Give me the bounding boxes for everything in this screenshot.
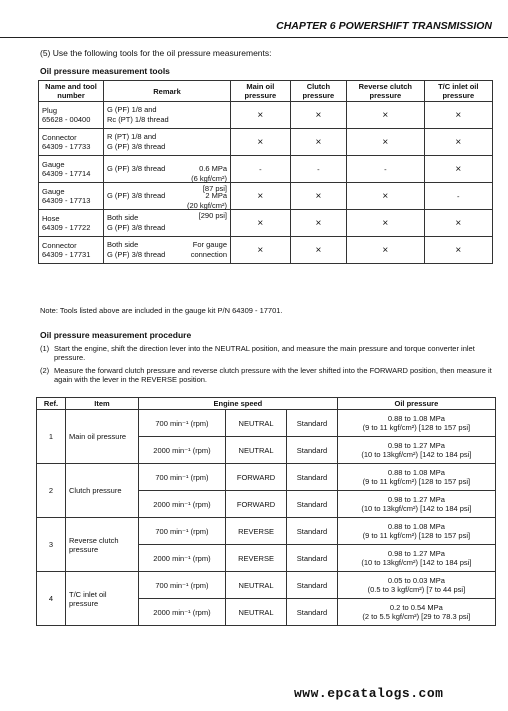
remark-right-line: [290 psi] <box>198 211 227 220</box>
oil-pressure-cell <box>337 545 495 572</box>
tool-mark: × <box>424 102 492 129</box>
item-cell: Clutch pressure <box>66 464 139 518</box>
tool-mark: × <box>290 237 346 264</box>
watermark: www.epcatalogs.com <box>294 686 444 701</box>
engine-speed-cell: 2000 min⁻¹ (rpm) <box>139 491 226 518</box>
remark-line: G (PF) 3/8 thread <box>107 250 166 259</box>
tool-name: Connector <box>42 241 77 250</box>
procedure-step <box>40 344 495 362</box>
tool-name-cell <box>39 102 104 129</box>
tool-name-cell <box>39 156 104 183</box>
col-oil-pressure: Oil pressure <box>337 398 495 410</box>
tool-mark: × <box>347 102 424 129</box>
pressure-mpa: 0.98 to 1.27 MPa <box>387 441 445 450</box>
condition-cell: Standard <box>287 545 338 572</box>
remark-right <box>191 164 227 194</box>
tool-number: 64309 - 17731 <box>42 250 91 259</box>
remark <box>107 105 227 125</box>
tool-remark-cell <box>104 102 231 129</box>
procedure-step <box>40 366 495 384</box>
engine-speed-cell: 700 min⁻¹ (rpm) <box>139 572 226 599</box>
lever-position-cell: REVERSE <box>225 545 286 572</box>
remark-right-line: (6 kgf/cm²) <box>191 174 227 183</box>
ref-cell: 3 <box>37 518 66 572</box>
engine-speed-cell: 700 min⁻¹ (rpm) <box>139 410 226 437</box>
pressure-alt: (2 to 5.5 kgf/cm²) [29 to 78.3 psi] <box>362 612 471 621</box>
engine-speed-cell: 700 min⁻¹ (rpm) <box>139 464 226 491</box>
remark <box>107 213 227 233</box>
remark <box>107 164 227 193</box>
col-tc: T/C inlet oil pressure <box>424 81 492 102</box>
lever-position-cell: NEUTRAL <box>225 410 286 437</box>
pressure-alt: (9 to 11 kgf/cm²) [128 to 157 psi] <box>362 477 471 486</box>
col-engine-speed: Engine speed <box>139 398 338 410</box>
condition-cell: Standard <box>287 437 338 464</box>
tool-mark: × <box>424 237 492 264</box>
remark-right-line: (20 kgf/cm²) <box>186 201 227 210</box>
tool-mark: × <box>347 183 424 210</box>
condition-cell: Standard <box>287 599 338 626</box>
tool-mark: × <box>290 129 346 156</box>
tool-name: Connector <box>42 133 77 142</box>
remark-line: G (PF) 1/8 and <box>107 105 157 114</box>
oil-pressure-cell <box>337 464 495 491</box>
condition-cell: Standard <box>287 491 338 518</box>
ref-cell: 2 <box>37 464 66 518</box>
pressure-mpa: 0.88 to 1.08 MPa <box>387 468 445 477</box>
tool-mark: × <box>231 183 291 210</box>
remark <box>107 240 227 260</box>
engine-speed-cell: 2000 min⁻¹ (rpm) <box>139 437 226 464</box>
ref-cell: 4 <box>37 572 66 626</box>
tool-mark: - <box>424 183 492 210</box>
pressure-row <box>37 518 496 545</box>
item-cell: T/C inlet oil pressure <box>66 572 139 626</box>
col-reverse: Reverse clutch pressure <box>347 81 424 102</box>
oil-pressure-cell <box>337 572 495 599</box>
engine-speed-cell: 700 min⁻¹ (rpm) <box>139 518 226 545</box>
remark <box>107 132 227 152</box>
tool-mark: × <box>231 210 291 237</box>
tool-name-cell <box>39 237 104 264</box>
tool-remark-cell <box>104 237 231 264</box>
col-item: Item <box>66 398 139 410</box>
intro-text: (5) Use the following tools for the oil pressure measurements: <box>40 48 272 58</box>
oil-pressure-cell <box>337 410 495 437</box>
tool-remark-cell <box>104 129 231 156</box>
tool-name: Gauge <box>42 160 65 169</box>
pressure-table <box>36 397 496 626</box>
tool-name-cell <box>39 129 104 156</box>
remark-right-line: For gauge <box>192 240 227 249</box>
tool-mark: - <box>290 156 346 183</box>
condition-cell: Standard <box>287 410 338 437</box>
tool-mark: × <box>290 102 346 129</box>
tool-remark-cell <box>104 210 231 237</box>
pressure-row <box>37 464 496 491</box>
tool-mark: × <box>347 210 424 237</box>
remark-right-line: 2 MPa <box>205 191 227 200</box>
step-text: Start the engine, shift the direction lever into the NEUTRAL position, and measure the main pressure and torque converter inlet pressure. <box>54 344 475 362</box>
pressure-mpa: 0.88 to 1.08 MPa <box>387 414 445 423</box>
lever-position-cell: FORWARD <box>225 464 286 491</box>
pressure-mpa: 0.98 to 1.27 MPa <box>387 549 445 558</box>
pressure-alt: (10 to 13kgf/cm²) [142 to 184 psi] <box>361 504 472 513</box>
remark-line: G (PF) 3/8 thread <box>107 223 166 232</box>
oil-pressure-cell <box>337 491 495 518</box>
tool-row <box>39 183 493 210</box>
tool-row <box>39 102 493 129</box>
item-cell: Reverse clutch pressure <box>66 518 139 572</box>
tool-row <box>39 156 493 183</box>
pressure-row <box>37 572 496 599</box>
tool-name-cell <box>39 183 104 210</box>
tool-name: Gauge <box>42 187 65 196</box>
pressure-alt: (9 to 11 kgf/cm²) [128 to 157 psi] <box>362 423 471 432</box>
tools-note: Note: Tools listed above are included in the gauge kit P/N 64309 - 17701. <box>40 306 283 315</box>
oil-pressure-cell <box>337 518 495 545</box>
col-remark: Remark <box>104 81 231 102</box>
tool-mark: × <box>231 237 291 264</box>
pressure-alt: (9 to 11 kgf/cm²) [128 to 157 psi] <box>362 531 471 540</box>
remark-line: G (PF) 3/8 thread <box>107 191 166 200</box>
lever-position-cell: NEUTRAL <box>225 437 286 464</box>
tools-table <box>38 80 493 264</box>
tool-row <box>39 129 493 156</box>
remark-line: G (PF) 3/8 thread <box>107 142 166 151</box>
remark-right-line: [87 psi] <box>202 184 227 193</box>
tool-mark: × <box>424 210 492 237</box>
tool-mark: × <box>424 129 492 156</box>
pressure-mpa: 0.88 to 1.08 MPa <box>387 522 445 531</box>
pressure-alt: (10 to 13kgf/cm²) [142 to 184 psi] <box>361 558 472 567</box>
remark-right <box>191 240 227 260</box>
tool-mark: × <box>347 129 424 156</box>
remark-line: Both side <box>107 213 139 222</box>
tool-row <box>39 210 493 237</box>
tool-name-cell <box>39 210 104 237</box>
step-number: (1) <box>40 344 50 353</box>
pressure-alt: (0.5 to 3 kgf/cm²) [7 to 44 psi] <box>367 585 466 594</box>
tool-mark: × <box>290 210 346 237</box>
pressure-alt: (10 to 13kgf/cm²) [142 to 184 psi] <box>361 450 472 459</box>
procedure-heading: Oil pressure measurement procedure <box>40 330 192 340</box>
chapter-title: CHAPTER 6 POWERSHIFT TRANSMISSION <box>276 20 492 32</box>
col-ref: Ref. <box>37 398 66 410</box>
step-text: Measure the forward clutch pressure and reverse clutch pressure with the lever shifted into the FORWARD position, then measure it again with the lever in the REVERSE position. <box>54 366 492 384</box>
col-name: Name and tool number <box>39 81 104 102</box>
tools-header-row <box>39 81 493 102</box>
engine-speed-cell: 2000 min⁻¹ (rpm) <box>139 545 226 572</box>
item-cell: Main oil pressure <box>66 410 139 464</box>
tools-heading: Oil pressure measurement tools <box>40 66 170 76</box>
remark-line: Both side <box>107 240 139 249</box>
tool-mark: - <box>231 156 291 183</box>
tool-number: 64309 - 17733 <box>42 142 91 151</box>
tool-number: 64309 - 17714 <box>42 169 91 178</box>
pressure-mpa: 0.2 to 0.54 MPa <box>389 603 443 612</box>
tool-number: 64309 - 17713 <box>42 196 91 205</box>
condition-cell: Standard <box>287 464 338 491</box>
tool-mark: × <box>290 183 346 210</box>
pressure-mpa: 0.05 to 0.03 MPa <box>387 576 445 585</box>
pressure-mpa: 0.98 to 1.27 MPa <box>387 495 445 504</box>
ref-cell: 1 <box>37 410 66 464</box>
lever-position-cell: REVERSE <box>225 518 286 545</box>
remark-right-line: 0.6 MPa <box>199 164 227 173</box>
lever-position-cell: NEUTRAL <box>225 572 286 599</box>
pressure-header-row <box>37 398 496 410</box>
tool-number: 64309 - 17722 <box>42 223 91 232</box>
engine-speed-cell: 2000 min⁻¹ (rpm) <box>139 599 226 626</box>
pressure-row <box>37 410 496 437</box>
remark-line: G (PF) 3/8 thread <box>107 164 166 173</box>
tool-mark: - <box>347 156 424 183</box>
remark-right-line: connection <box>190 250 227 259</box>
condition-cell: Standard <box>287 518 338 545</box>
procedure-steps <box>40 344 495 388</box>
header-rule <box>0 37 508 38</box>
tool-remark-cell <box>104 156 231 193</box>
tool-mark: × <box>424 156 492 183</box>
tool-mark: × <box>231 129 291 156</box>
tool-name: Hose <box>42 214 60 223</box>
col-clutch: Clutch pressure <box>290 81 346 102</box>
lever-position-cell: NEUTRAL <box>225 599 286 626</box>
remark-line: R (PT) 1/8 and <box>107 132 157 141</box>
oil-pressure-cell <box>337 599 495 626</box>
step-number: (2) <box>40 366 50 375</box>
tool-mark: × <box>347 237 424 264</box>
condition-cell: Standard <box>287 572 338 599</box>
tool-number: 65628 - 00400 <box>42 115 91 124</box>
tool-row <box>39 237 493 264</box>
tool-name: Plug <box>42 106 58 115</box>
oil-pressure-cell <box>337 437 495 464</box>
col-main: Main oil pressure <box>231 81 291 102</box>
lever-position-cell: FORWARD <box>225 491 286 518</box>
remark-line: Rc (PT) 1/8 thread <box>107 115 169 124</box>
tool-mark: × <box>231 102 291 129</box>
